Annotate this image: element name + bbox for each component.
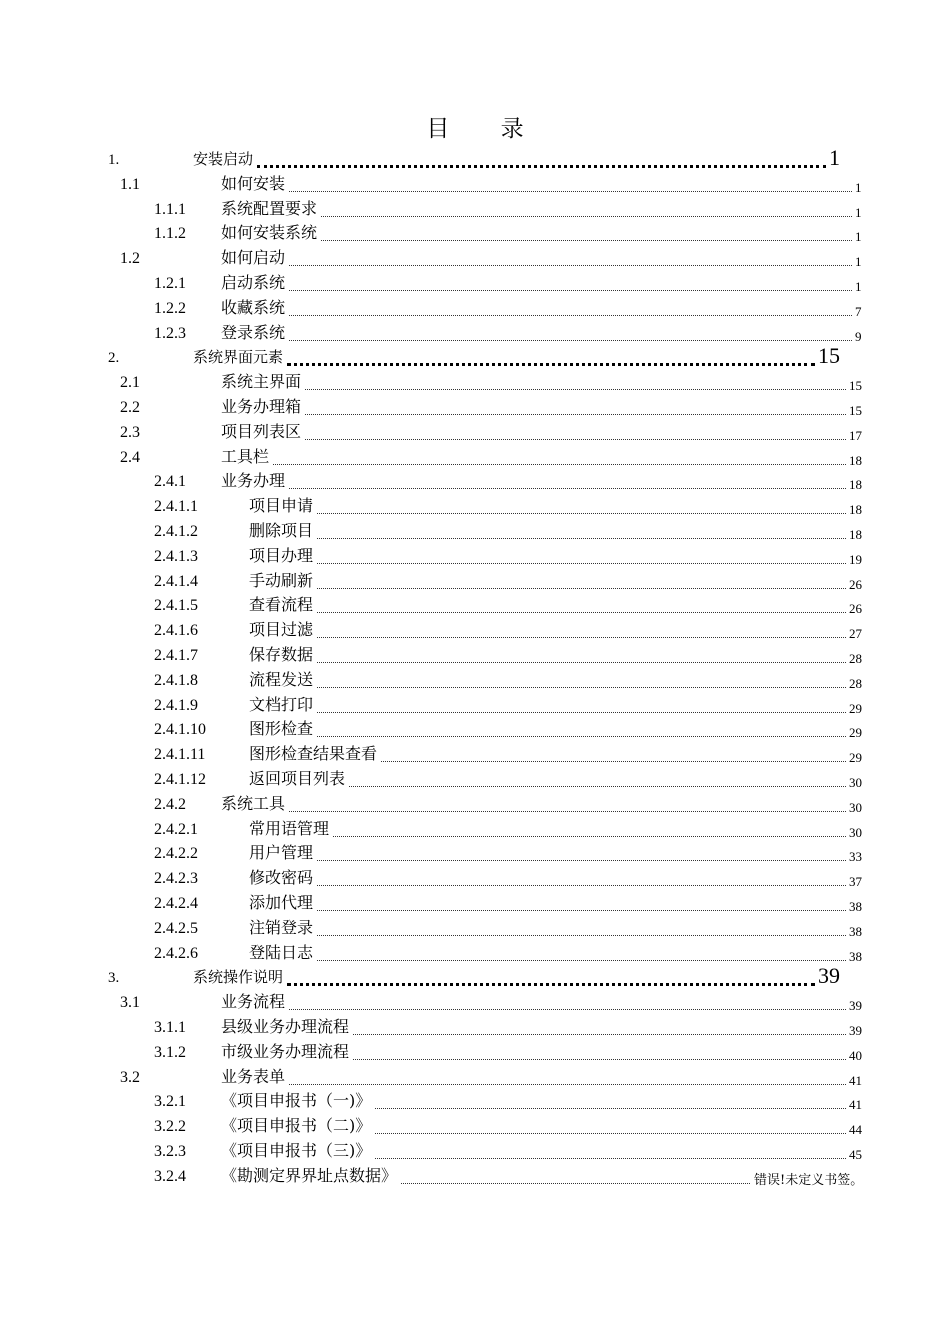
toc-entry-number: 2.4.2.6 (154, 944, 198, 962)
toc-entry-number: 2.4.2.2 (154, 845, 198, 863)
toc-entry-number: 1.2 (120, 250, 140, 268)
toc-entry-page: 29 (849, 750, 862, 766)
toc-entry-page: 37 (849, 874, 862, 890)
toc-entry-number: 2.4.1.11 (154, 746, 206, 764)
toc-leader-dots (287, 982, 815, 986)
toc-entry-page: 18 (849, 502, 862, 518)
toc-entry-number: 3.2.3 (154, 1143, 186, 1160)
toc-leader-dots (317, 562, 846, 564)
toc-entry-number: 2.4.1.4 (154, 572, 198, 590)
toc-entry-label: 系统配置要求 (221, 198, 318, 218)
toc-entry[interactable] (0, 1163, 950, 1188)
toc-entry-label: 如何安装系统 (221, 223, 318, 243)
toc-entry-number: 3.2.1 (154, 1093, 186, 1111)
toc-entry-page: 18 (849, 527, 862, 542)
toc-entry[interactable] (0, 964, 950, 989)
toc-entry-label: 删除项目 (249, 521, 314, 540)
toc-entry[interactable] (0, 196, 950, 221)
toc-entry-number: 2.4.1.2 (154, 523, 198, 540)
toc-entry-label: 业务表单 (221, 1066, 286, 1086)
toc-entry-page: 15 (818, 343, 840, 369)
toc-entry-label: 项目过滤 (249, 620, 314, 640)
toc-entry-label: 业务办理箱 (221, 397, 302, 416)
toc-entry-page: 28 (849, 675, 862, 691)
toc-entry-label: 注销登录 (249, 917, 314, 937)
toc-entry-page: 1 (855, 179, 862, 195)
toc-leader-dots (349, 785, 846, 787)
toc-leader-dots (381, 760, 846, 762)
toc-entry[interactable] (0, 716, 950, 741)
toc-entry[interactable] (0, 692, 950, 717)
toc-leader-dots (289, 190, 852, 192)
toc-entry[interactable] (0, 642, 950, 667)
toc-entry[interactable] (0, 890, 950, 915)
toc-entry-number: 1.1.2 (154, 225, 186, 243)
toc-leader-dots (289, 1083, 846, 1085)
toc-entry-number: 2.4.2.5 (154, 919, 198, 937)
toc-entry-number: 1.1 (120, 175, 140, 193)
toc-entry-number: 2.4.1.10 (154, 721, 206, 739)
toc-entry-label: 《项目申报书（一)》 (221, 1091, 372, 1111)
toc-entry-page: 1 (829, 145, 840, 170)
toc-leader-dots (257, 164, 826, 168)
toc-leader-dots (317, 711, 846, 713)
toc-entry-label: 如何安装 (221, 173, 286, 193)
toc-entry-number: 3.2 (120, 1068, 140, 1086)
toc-entry[interactable] (0, 1014, 950, 1039)
toc-entry-label: 系统界面元素 (193, 348, 284, 367)
toc-leader-dots (305, 413, 846, 415)
toc-leader-dots (289, 289, 852, 291)
toc-entry-page: 30 (849, 824, 862, 840)
toc-entry-label: 登陆日志 (249, 942, 314, 962)
toc-entry[interactable] (0, 816, 950, 841)
toc-entry[interactable] (0, 419, 950, 444)
toc-entry[interactable] (0, 865, 950, 890)
toc-entry-page: 15 (849, 378, 862, 394)
toc-leader-dots (289, 264, 852, 266)
toc-entry[interactable] (0, 493, 950, 518)
toc-entry-label: 项目申请 (249, 496, 314, 516)
toc-entry-page: 1 (855, 279, 862, 294)
toc-entry-number: 2.4.1.5 (154, 597, 198, 615)
toc-entry[interactable] (0, 468, 950, 493)
toc-entry-page: 7 (855, 303, 862, 319)
toc-entry-label: 手动刷新 (249, 570, 314, 590)
toc-leader-dots (289, 339, 852, 341)
toc-leader-dots (273, 463, 846, 465)
toc-entry-number: 2.4.1.7 (154, 647, 198, 664)
toc-entry[interactable] (0, 171, 950, 196)
toc-entry[interactable] (0, 270, 950, 295)
toc-title: 目 录 (426, 116, 546, 142)
toc-entry[interactable] (0, 394, 950, 419)
toc-entry-label: 市级业务办理流程 (221, 1041, 350, 1061)
toc-entry-label: 流程发送 (249, 669, 314, 689)
toc-leader-dots (375, 1107, 846, 1109)
toc-entry[interactable] (0, 940, 950, 965)
toc-entry[interactable] (0, 568, 950, 593)
toc-leader-dots (317, 884, 846, 886)
toc-entry-label: 保存数据 (249, 645, 314, 664)
toc-entry-number: 1.2.1 (154, 275, 186, 292)
toc-leader-dots (287, 362, 815, 366)
toc-entry-number: 2.2 (120, 399, 140, 416)
toc-entry[interactable] (0, 1138, 950, 1163)
toc-entry[interactable] (0, 1113, 950, 1138)
toc-entry-label: 工具栏 (221, 446, 270, 466)
toc-entry-label: 添加代理 (249, 893, 314, 912)
toc-entry-number: 2.4.2.4 (154, 895, 198, 912)
toc-entry[interactable] (0, 1088, 950, 1113)
toc-entry-number: 3.2.2 (154, 1118, 186, 1136)
toc-entry-page: 18 (849, 452, 862, 468)
toc-entry-number: 2.4.1.6 (154, 622, 198, 640)
toc-leader-dots (317, 909, 846, 911)
toc-entry[interactable] (0, 989, 950, 1014)
toc-entry-number: 2.4.2.1 (154, 820, 198, 838)
toc-entry-label: 图形检查 (249, 719, 314, 739)
toc-entry-page: 29 (849, 700, 862, 716)
toc-leader-dots (353, 1033, 846, 1035)
toc-entry[interactable] (0, 518, 950, 543)
toc-entry-page: 41 (849, 1097, 862, 1113)
toc-leader-dots (305, 388, 846, 390)
toc-entry-label: 登录系统 (221, 322, 286, 342)
toc-entry[interactable] (0, 915, 950, 940)
toc-entry-number: 2. (108, 350, 120, 367)
toc-entry[interactable] (0, 791, 950, 816)
toc-leader-dots (317, 537, 846, 539)
toc-leader-dots (353, 1058, 846, 1060)
toc-entry-page: 28 (849, 651, 862, 666)
toc-entry-label: 返回项目列表 (249, 769, 346, 788)
toc-entry-page: 40 (849, 1047, 862, 1063)
toc-entry-number: 2.4.1.3 (154, 547, 198, 565)
toc-entry[interactable] (0, 1064, 950, 1089)
toc-entry-page: 1 (855, 204, 862, 220)
toc-leader-dots (317, 587, 846, 589)
toc-entry[interactable] (0, 245, 950, 270)
toc-entry-label: 《项目申报书（三)》 (221, 1141, 372, 1160)
toc-entry-label: 收藏系统 (221, 297, 286, 317)
toc-entry-label: 《项目申报书（二)》 (221, 1116, 372, 1136)
toc-entry-page: 19 (849, 551, 862, 567)
toc-entry-page: 39 (849, 998, 862, 1014)
toc-entry-number: 3. (108, 970, 120, 987)
toc-leader-dots (317, 959, 846, 961)
toc-entry-page: 错误!未定义书签。 (754, 1172, 864, 1188)
toc-leader-dots (317, 859, 846, 861)
toc-leader-dots (317, 636, 846, 638)
toc-entry-page: 17 (849, 427, 862, 443)
toc-entry-number: 1. (108, 152, 120, 168)
toc-entry[interactable] (0, 617, 950, 642)
toc-leader-dots (289, 1008, 846, 1010)
toc-leader-dots (321, 215, 852, 217)
toc-entry-label: 查看流程 (249, 595, 314, 615)
toc-leader-dots (289, 487, 846, 489)
toc-leader-dots (317, 735, 846, 737)
toc-entry-label: 项目列表区 (221, 421, 302, 441)
toc-entry-label: 用户管理 (249, 843, 314, 863)
toc-entry-label: 项目办理 (249, 545, 314, 565)
toc-entry-page: 1 (855, 229, 862, 245)
toc-entry-number: 1.1.1 (154, 200, 186, 218)
toc-leader-dots (289, 810, 846, 812)
toc-entry-page: 18 (849, 477, 862, 493)
toc-entry-label: 县级业务办理流程 (221, 1017, 350, 1036)
toc-leader-dots (317, 661, 846, 663)
toc-entry[interactable] (0, 344, 950, 369)
toc-entry-number: 2.4.1.12 (154, 771, 206, 788)
toc-entry-number: 2.4 (120, 448, 140, 466)
toc-entry-number: 2.4.1 (154, 473, 186, 491)
toc-entry[interactable] (0, 146, 950, 171)
toc-entry[interactable] (0, 543, 950, 568)
toc-entry-label: 系统操作说明 (193, 968, 284, 987)
toc-leader-dots (317, 512, 846, 514)
toc-leader-dots (375, 1157, 846, 1159)
toc-entry-page: 9 (855, 328, 862, 344)
toc-entry-page: 26 (849, 576, 862, 592)
toc-entry-page: 44 (849, 1122, 862, 1138)
toc-entry[interactable] (0, 592, 950, 617)
toc-entry-number: 2.4.2.3 (154, 870, 198, 888)
toc-entry-page: 30 (849, 799, 862, 815)
toc-entry-page: 38 (849, 899, 862, 914)
toc-entry-page: 39 (818, 963, 840, 989)
toc-entry-label: 文档打印 (249, 694, 314, 714)
toc-entry[interactable] (0, 1039, 950, 1064)
toc-leader-dots (375, 1132, 846, 1134)
toc-entry-page: 38 (849, 948, 862, 964)
toc-entry-page: 39 (849, 1023, 862, 1038)
toc-entry-number: 2.4.1.8 (154, 671, 198, 689)
toc-leader-dots (401, 1182, 750, 1184)
toc-entry-label: 如何启动 (221, 248, 286, 268)
toc-entry-label: 系统工具 (221, 793, 286, 813)
toc-leader-dots (321, 239, 852, 241)
toc-entry[interactable] (0, 295, 950, 320)
toc-entry-number: 2.4.1.9 (154, 696, 198, 714)
toc-entry-label: 《勘测定界界址点数据》 (221, 1165, 398, 1185)
toc-leader-dots (333, 835, 846, 837)
toc-leader-dots (317, 611, 846, 613)
toc-entry-number: 3.1.1 (154, 1019, 186, 1036)
toc-entry-label: 修改密码 (249, 868, 314, 888)
toc-leader-dots (289, 314, 852, 316)
toc-entry-number: 1.2.3 (154, 324, 186, 342)
toc-entry-label: 常用语管理 (249, 818, 330, 838)
toc-entry-label: 图形检查结果查看 (249, 744, 378, 764)
toc-entry-number: 2.4.1.1 (154, 498, 198, 516)
toc-entry-page: 41 (849, 1072, 862, 1088)
toc-entry-label: 业务流程 (221, 992, 286, 1012)
toc-entry-page: 27 (849, 626, 862, 642)
toc-entry[interactable] (0, 766, 950, 791)
toc-entry[interactable] (0, 220, 950, 245)
toc-entry-number: 3.2.4 (154, 1167, 186, 1185)
toc-entry[interactable] (0, 369, 950, 394)
toc-entry-number: 2.1 (120, 374, 140, 392)
toc-entry-label: 启动系统 (221, 273, 286, 292)
toc-entry[interactable] (0, 840, 950, 865)
toc-entry-page: 29 (849, 725, 862, 741)
toc-entry-page: 33 (849, 849, 862, 865)
toc-entry-number: 2.3 (120, 423, 140, 441)
toc-entry[interactable] (0, 444, 950, 469)
toc-entry-page: 38 (849, 923, 862, 939)
toc-leader-dots (317, 934, 846, 936)
toc-entry-number: 3.1.2 (154, 1043, 186, 1061)
toc-leader-dots (317, 686, 846, 688)
toc-entry-page: 15 (849, 403, 862, 418)
toc-entry[interactable] (0, 320, 950, 345)
toc-entry[interactable] (0, 667, 950, 692)
toc-entry-label: 业务办理 (221, 471, 286, 491)
toc-entry-page: 30 (849, 775, 862, 790)
toc-entry-number: 3.1 (120, 994, 140, 1012)
toc-entry-number: 2.4.2 (154, 795, 186, 813)
toc-entry[interactable] (0, 741, 950, 766)
toc-entry-page: 26 (849, 601, 862, 617)
toc-entry-number: 1.2.2 (154, 299, 186, 317)
toc-entry-label: 系统主界面 (221, 372, 302, 392)
toc-leader-dots (305, 438, 846, 440)
toc-entry-page: 1 (855, 254, 862, 270)
toc-entry-page: 45 (849, 1147, 862, 1162)
toc-entry-label: 安装启动 (193, 150, 254, 168)
